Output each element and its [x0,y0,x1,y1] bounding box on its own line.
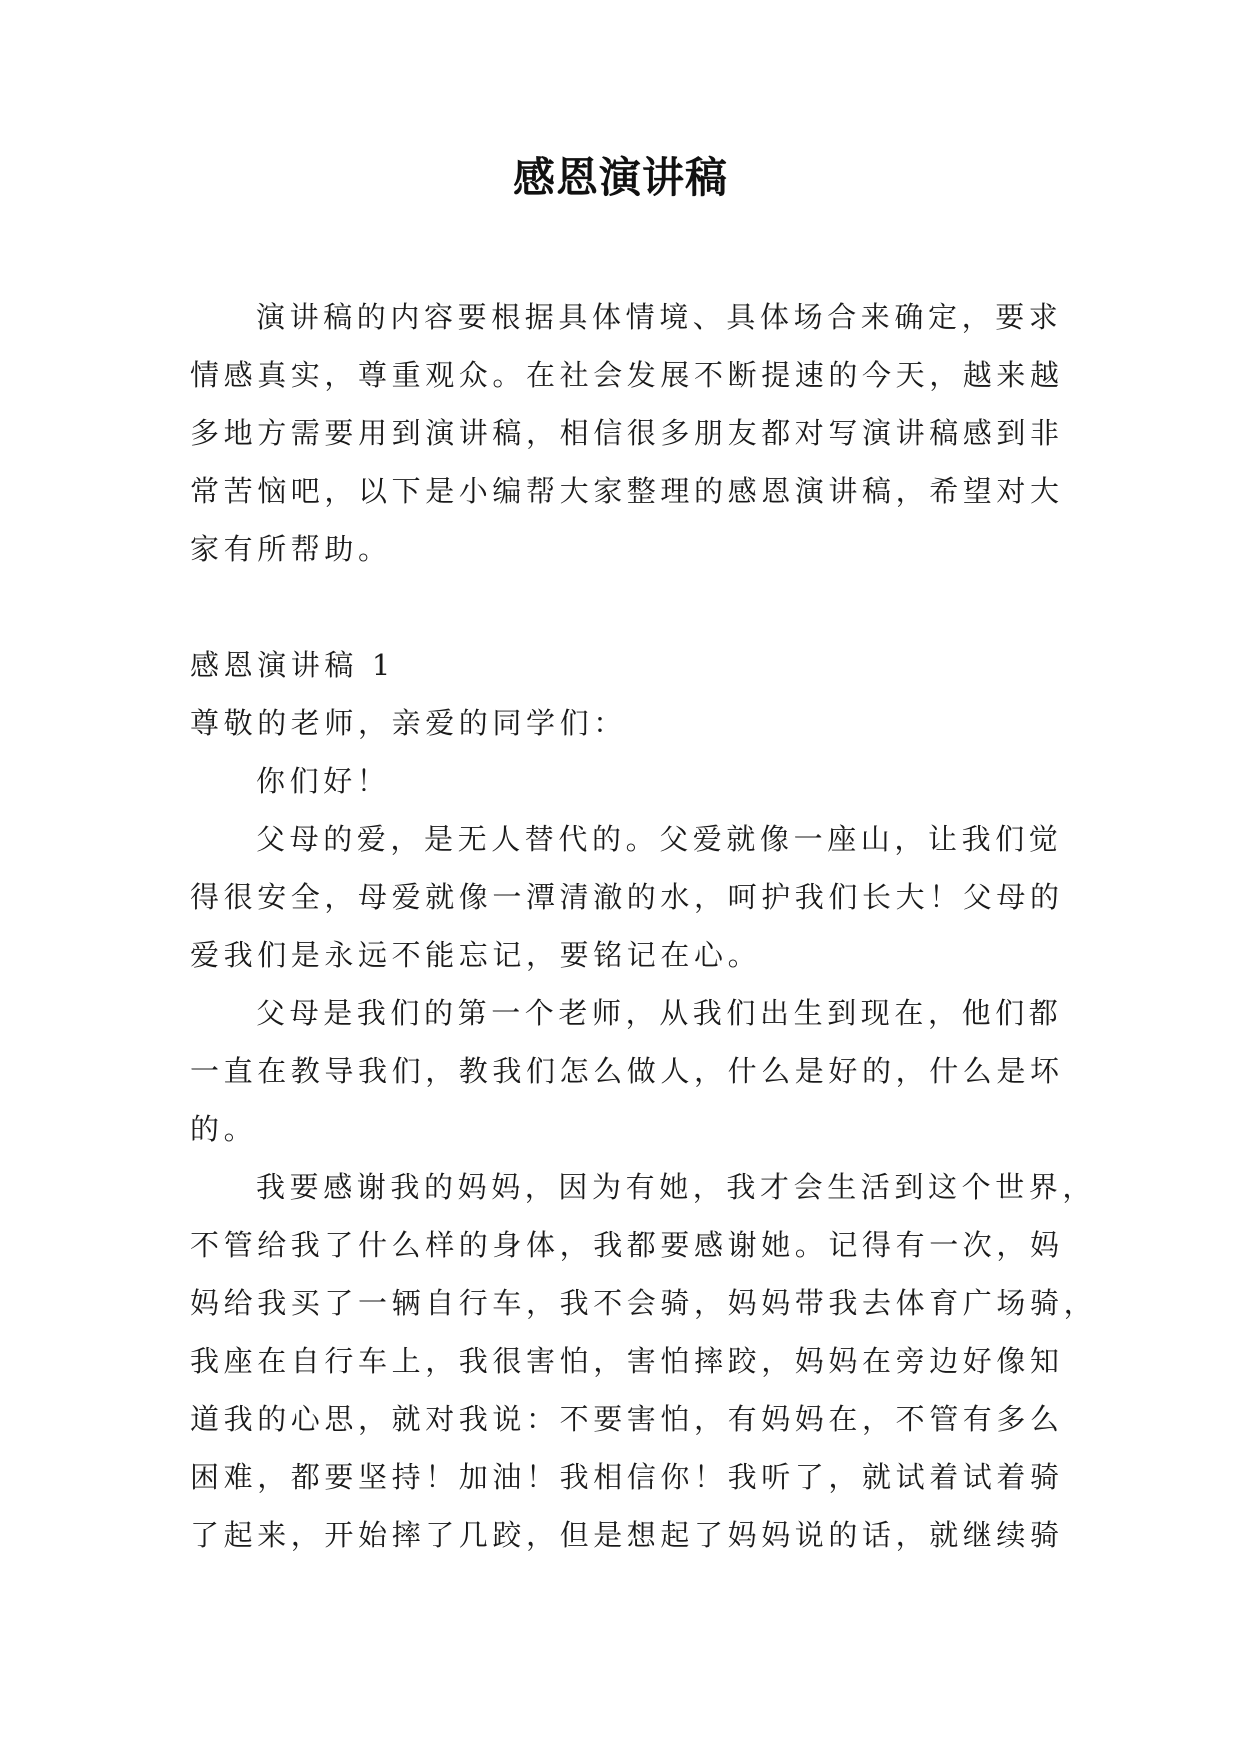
paragraph-line: 父母是我们的第一个老师，从我们出生到现在，他们都 [256,996,1063,1030]
paragraph-line: 不管给我了什么样的身体，我都要感谢她。记得有一次，妈 [190,1228,1064,1262]
paragraph-line: 我要感谢我的妈妈，因为有她，我才会生活到这个世界， [256,1170,1097,1204]
paragraph-line: 困难，都要坚持！加油！我相信你！我听了，就试着试着骑 [190,1460,1064,1494]
paragraph-spacer [190,578,1050,636]
paragraph-line: 道我的心思，就对我说：不要害怕，有妈妈在，不管有多么 [190,1402,1064,1436]
intro-line: 家有所帮助。 [190,532,392,566]
paragraph-line: 爱我们是永远不能忘记，要铭记在心。 [190,938,762,972]
paragraph-line: 妈给我买了一辆自行车，我不会骑，妈妈带我去体育广场骑， [190,1286,1098,1320]
intro-line: 多地方需要用到演讲稿，相信很多朋友都对写演讲稿感到非 [190,416,1064,450]
intro-line: 演讲稿的内容要根据具体情境、具体场合来确定，要求 [256,300,1063,334]
paragraph-line: 得很安全，母爱就像一潭清澈的水，呵护我们长大！父母的 [190,880,1064,914]
paragraph-line: 我座在自行车上，我很害怕，害怕摔跤，妈妈在旁边好像知 [190,1344,1064,1378]
paragraph-line: 的。 [190,1112,258,1146]
paragraph-line: 一直在教导我们，教我们怎么做人，什么是好的，什么是坏 [190,1054,1064,1088]
greeting: 你们好！ [256,764,391,798]
intro-line: 情感真实，尊重观众。在社会发展不断提速的今天，越来越 [190,358,1064,392]
intro-line: 常苦恼吧，以下是小编帮大家整理的感恩演讲稿，希望对大 [190,474,1064,508]
salutation: 尊敬的老师，亲爱的同学们： [190,706,627,740]
section-heading: 感恩演讲稿 1 [190,648,395,682]
paragraph-line: 父母的爱，是无人替代的。父爱就像一座山，让我们觉 [256,822,1063,856]
page-title: 感恩演讲稿 [512,153,728,202]
document-body [190,288,1098,1564]
paragraph-line: 了起来，开始摔了几跤，但是想起了妈妈说的话，就继续骑 [190,1518,1064,1552]
